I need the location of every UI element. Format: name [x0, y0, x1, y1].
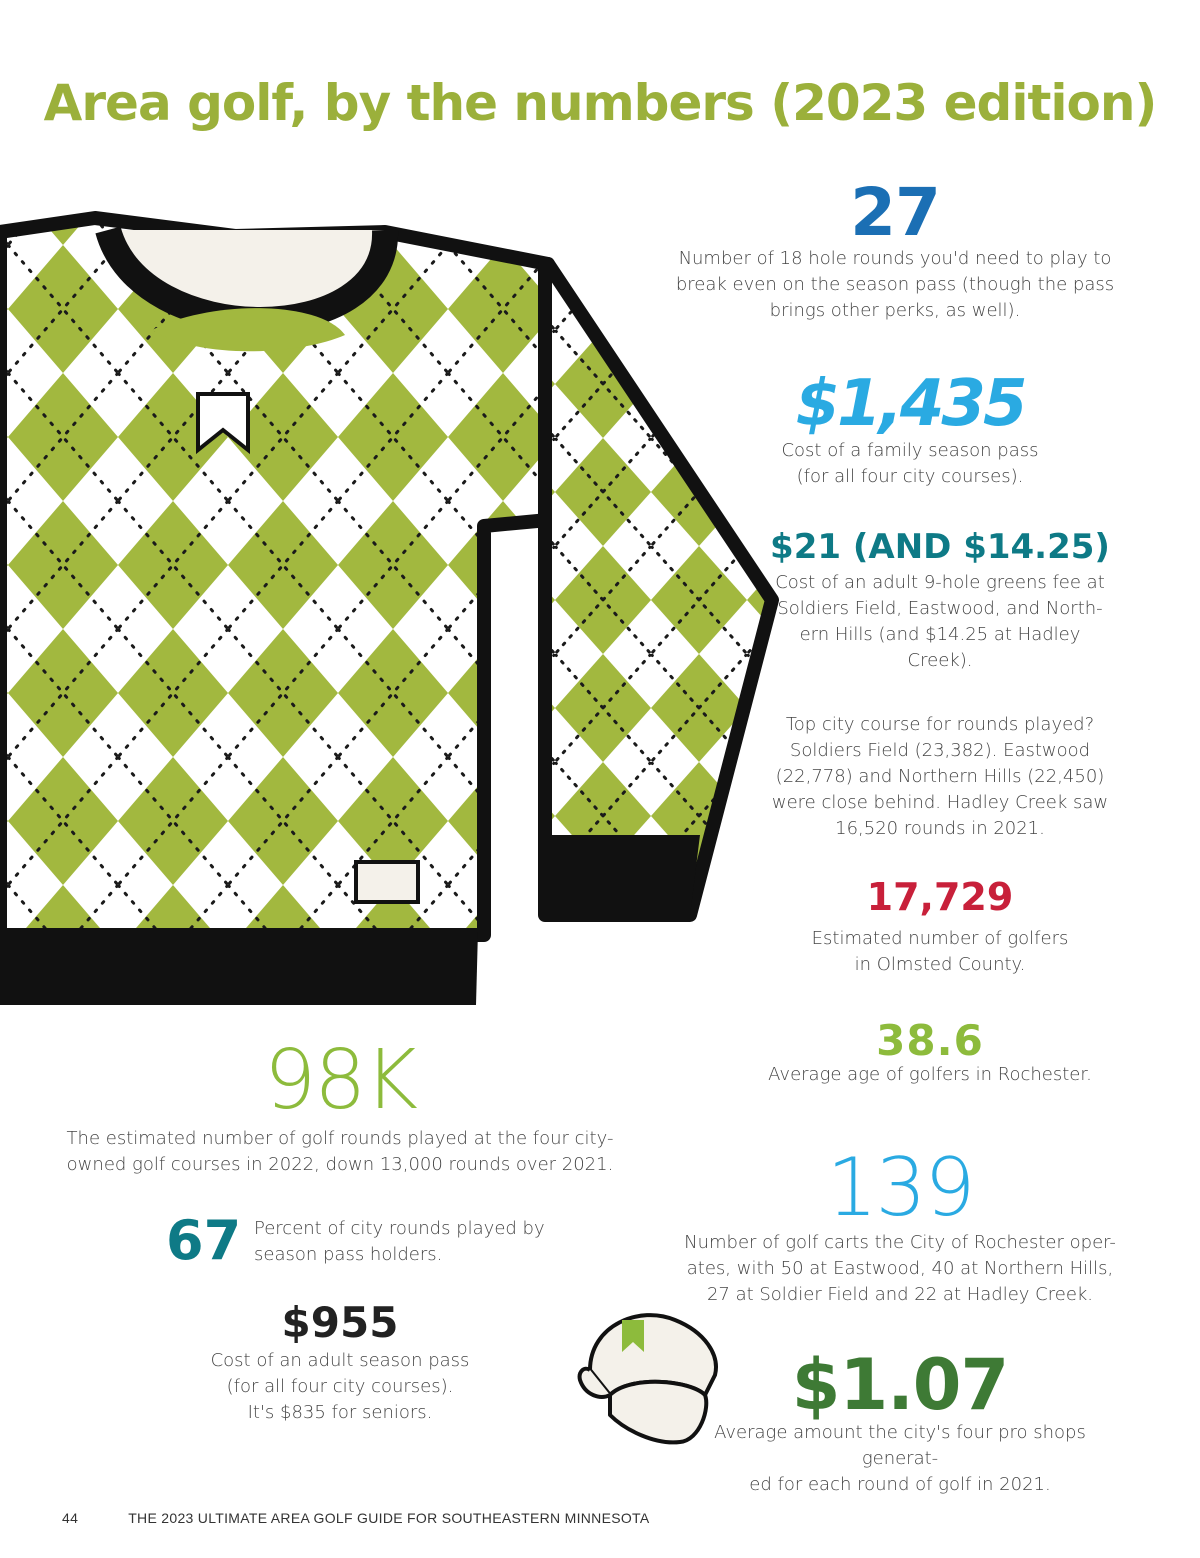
stat-description: Cost of an adult 9-hole greens fee at Soldiers Field, Eastwood, and North- ern Hills (and $14.25 at Hadley Creek). — [775, 572, 1105, 671]
stat-description: The estimated number of golf rounds played at the four city- owned golf courses in 2022, down 13,000 rounds over 2021. — [66, 1128, 614, 1175]
stat-top-course — [760, 712, 1120, 842]
stat-adult-season-pass — [180, 1298, 500, 1426]
stat-value: $1,435 — [795, 367, 1025, 441]
page-number: 44 — [62, 1510, 79, 1526]
stat-value: 38.6 — [876, 1016, 984, 1065]
stat-value: 139 — [826, 1141, 974, 1234]
argyle-sweater-illustration — [0, 0, 800, 1020]
stat-average-age — [740, 1016, 1120, 1088]
stat-family-season-pass — [760, 367, 1060, 490]
publication-title: THE 2023 ULTIMATE AREA GOLF GUIDE FOR SOUTHEASTERN MINNESOTA — [128, 1510, 650, 1526]
page-title: Area golf, by the numbers (2023 edition) — [43, 74, 1157, 132]
stat-golfers-olmsted — [760, 875, 1120, 978]
stat-value: $21 (AND $14.25) — [770, 527, 1110, 567]
stat-rounds-played — [60, 1033, 620, 1178]
stat-description: Average amount the city's four pro shops generat- ed for each round of golf in 2021. — [714, 1422, 1086, 1495]
stat-description: Cost of a family season pass (for all four city courses). — [781, 440, 1039, 487]
page-footer — [62, 1510, 650, 1526]
stat-description: Number of golf carts the City of Rochester oper- ates, with 50 at Eastwood, 40 at Northern Hills, 27 at Soldier Field and 22 at Hadley Creek. — [684, 1232, 1116, 1305]
stat-description: Number of 18 hole rounds you'd need to play to break even on the season pass (though the pass brings other perks, as well). — [675, 248, 1115, 321]
stat-value: 27 — [850, 174, 940, 251]
stat-value: 17,729 — [866, 875, 1014, 919]
stat-value: $955 — [281, 1298, 399, 1347]
stat-value: $1.07 — [791, 1344, 1009, 1426]
stat-pro-shop-revenue — [680, 1344, 1120, 1498]
stat-value: 98K — [263, 1033, 417, 1128]
stat-description: Estimated number of golfers in Olmsted County. — [811, 928, 1069, 975]
stat-description: Average age of golfers in Rochester. — [768, 1064, 1092, 1085]
stat-break-even-rounds — [660, 174, 1130, 324]
stat-description: Percent of city rounds played by season pass holders. — [254, 1218, 545, 1265]
stat-description: Cost of an adult season pass (for all four city courses). It's $835 for seniors. — [210, 1350, 470, 1423]
stat-golf-carts — [680, 1141, 1120, 1308]
stat-greens-fee — [760, 527, 1120, 674]
stat-value: 67 — [166, 1209, 242, 1272]
stat-description: Top city course for rounds played? Soldiers Field (23,382). Eastwood (22,778) and Northern Hills (22,450) were close behind. Hadley Creek saw 16,520 rounds in 2021. — [771, 714, 1109, 839]
